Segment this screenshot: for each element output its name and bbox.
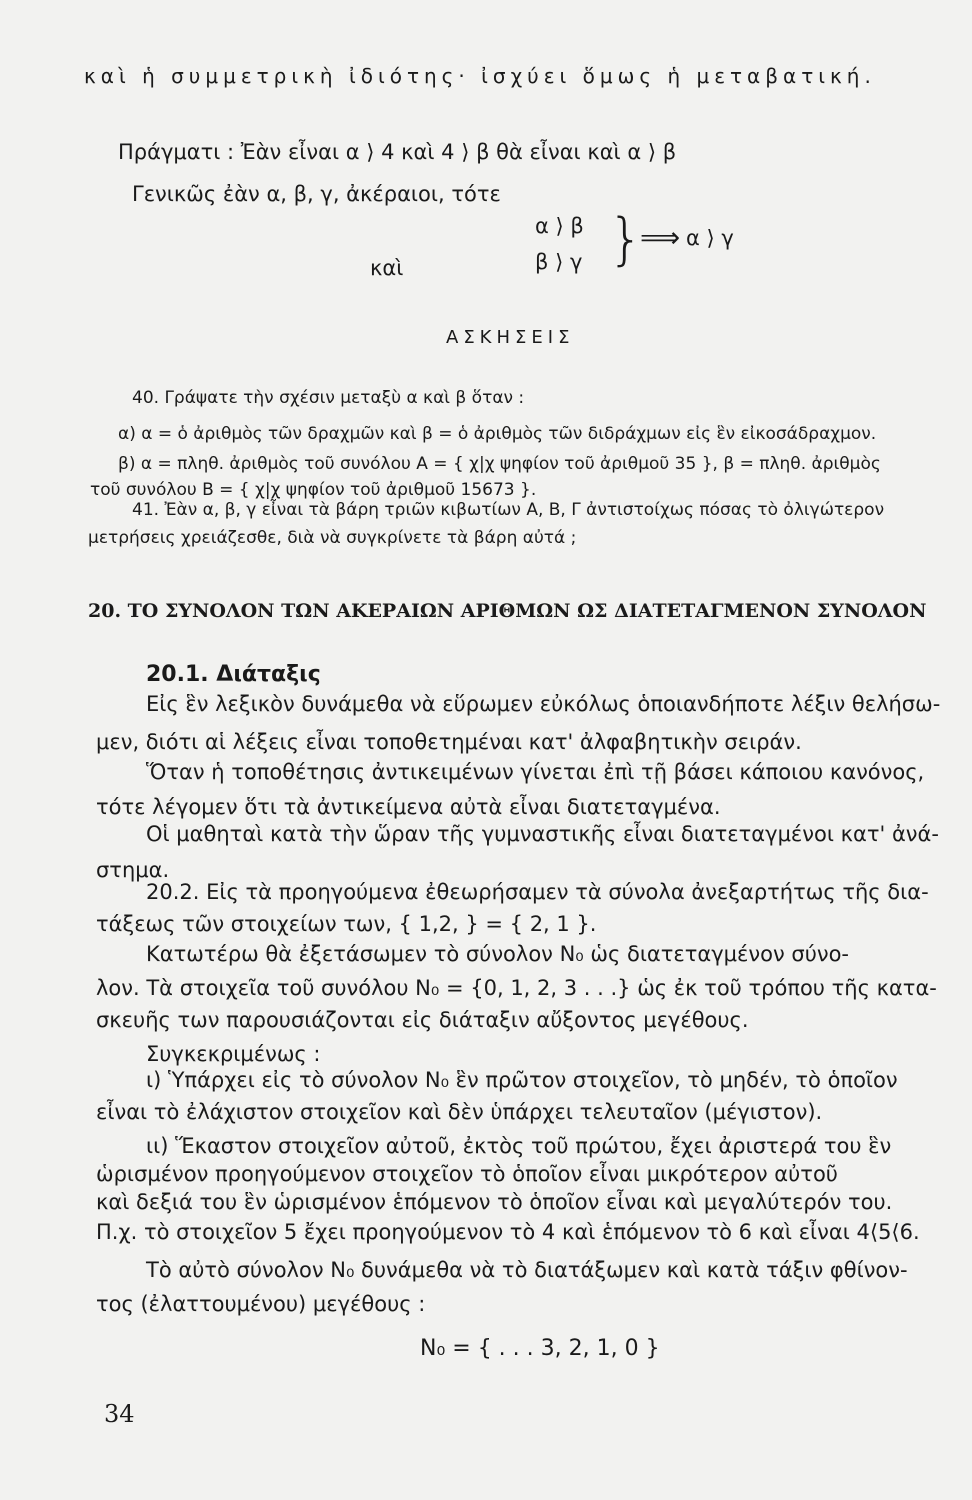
paragraph-line: Τὸ αὐτὸ σύνολον N₀ δυνάμεθα νὰ τὸ διατάξωμεν καὶ κατὰ τάξιν φθίνον- bbox=[146, 1258, 908, 1282]
paragraph-line: Κατωτέρω θὰ ἐξετάσωμεν τὸ σύνολον N₀ ὡς διατεταγμένον σύνο- bbox=[146, 942, 849, 966]
formula-premise-1: α ⟩ β bbox=[535, 214, 584, 238]
implies-icon: ⟹ bbox=[640, 221, 681, 254]
text-line: Γενικῶς ἐὰν α, β, γ, ἀκέραιοι, τότε bbox=[132, 182, 501, 206]
brace-symbol: } bbox=[608, 207, 644, 272]
paragraph-line: Οἱ μαθηταὶ κατὰ τὴν ὥραν τῆς γυμναστικῆς εἶναι διατεταγμένοι κατ' ἀνά- bbox=[146, 822, 939, 846]
formula-conclusion: α ⟩ γ bbox=[686, 226, 734, 250]
paragraph-line: Συγκεκριμένως : bbox=[146, 1042, 321, 1066]
paragraph-line: λον. Τὰ στοιχεῖα τοῦ συνόλου N₀ = {0, 1, 2, 3 . . .} ὡς ἐκ τοῦ τρόπου τῆς κατα- bbox=[96, 976, 937, 1000]
paragraph-line: καὶ δεξιά του ἓν ὡρισμένον ἑπόμενον τὸ ὁποῖον εἶναι καὶ μεγαλύτερόν του. bbox=[96, 1190, 893, 1214]
paragraph-line: τος (ἐλαττουμένου) μεγέθους : bbox=[96, 1292, 426, 1316]
paragraph-line: στημα. bbox=[96, 858, 170, 882]
formula-and: καὶ bbox=[370, 256, 404, 280]
paragraph-line: ι) Ὑπάρχει εἰς τὸ σύνολον N₀ ἓν πρῶτον στοιχεῖον, τὸ μηδέν, τὸ ὁποῖον bbox=[146, 1068, 898, 1092]
page-number: 34 bbox=[104, 1400, 135, 1428]
formula-premise-2: β ⟩ γ bbox=[535, 250, 583, 274]
paragraph-line: Εἰς ἓν λεξικὸν δυνάμεθα νὰ εὕρωμεν εὐκόλως ὁποιανδήποτε λέξιν θελήσω- bbox=[146, 692, 941, 716]
exercise-40-b: β) α = πληθ. ἀριθμὸς τοῦ συνόλου Α = { χ|χ ψηφίον τοῦ ἀριθμοῦ 35 }, β = πληθ. ἀριθμὸς bbox=[118, 454, 881, 474]
formula-descending-set: N₀ = { . . . 3, 2, 1, 0 } bbox=[420, 1336, 660, 1361]
exercise-41-cont: μετρήσεις χρειάζεσθε, διὰ νὰ συγκρίνετε τὰ βάρη αὐτά ; bbox=[88, 528, 577, 548]
paragraph-line: Ὅταν ἡ τοποθέτησις ἀντικειμένων γίνεται ἐπὶ τῇ βάσει κάποιου κανόνος, bbox=[146, 760, 925, 784]
section-heading: 20. ΤΟ ΣΥΝΟΛΟΝ ΤΩΝ ΑΚΕΡΑΙΩΝ ΑΡΙΘΜΩΝ ΩΣ ΔΙΑΤΕΤΑΓΜΕΝΟΝ ΣΥΝΟΛΟΝ bbox=[88, 600, 927, 622]
text-line: Πράγματι : Ἐὰν εἶναι α ⟩ 4 καὶ 4 ⟩ β θὰ εἶναι καὶ α ⟩ β bbox=[118, 140, 677, 164]
text-line: καὶ ἡ συμμετρικὴ ἰδιότης· ἰσχύει ὅμως ἡ μεταβατική. bbox=[84, 64, 876, 88]
exercises-heading: ΑΣΚΗΣΕΙΣ bbox=[446, 327, 575, 348]
paragraph-line: 20.2. Εἰς τὰ προηγούμενα ἐθεωρήσαμεν τὰ σύνολα ἀνεξαρτήτως τῆς δια- bbox=[146, 880, 929, 904]
paragraph-line: τάξεως τῶν στοιχείων των, { 1,2, } = { 2, 1 }. bbox=[96, 912, 597, 936]
paragraph-line: μεν, διότι αἱ λέξεις εἶναι τοποθετημέναι κατ' ἀλφαβητικὴν σειράν. bbox=[96, 730, 802, 754]
exercise-40-c: τοῦ συνόλου Β = { χ|χ ψηφίον τοῦ ἀριθμοῦ 15673 }. bbox=[90, 480, 537, 500]
paragraph-line: ὡρισμένον προηγούμενον στοιχεῖον τὸ ὁποῖον εἶναι μικρότερον αὐτοῦ bbox=[96, 1162, 838, 1186]
exercise-40-a: α) α = ὁ ἀριθμὸς τῶν δραχμῶν καὶ β = ὁ ἀριθμὸς τῶν διδράχμων εἰς ἓν εἰκοσάδραχμον. bbox=[118, 424, 877, 444]
paragraph-line: ιι) Ἕκαστον στοιχεῖον αὐτοῦ, ἐκτὸς τοῦ πρώτου, ἔχει ἀριστερά του ἓν bbox=[146, 1134, 892, 1158]
exercise-41: 41. Ἐὰν α, β, γ εἶναι τὰ βάρη τριῶν κιβωτίων Α, Β, Γ ἀντιστοίχως πόσας τὸ ὀλιγώτερον bbox=[132, 500, 885, 520]
paragraph-line: τότε λέγομεν ὅτι τὰ ἀντικείμενα αὐτὰ εἶναι διατεταγμένα. bbox=[96, 795, 721, 819]
paragraph-line: Π.χ. τὸ στοιχεῖον 5 ἔχει προηγούμενον τὸ 4 καὶ ἑπόμενον τὸ 6 καὶ εἶναι 4⟨5⟨6. bbox=[96, 1220, 920, 1244]
subsection-heading: 20.1. Διάταξις bbox=[146, 662, 321, 687]
exercise-40: 40. Γράψατε τὴν σχέσιν μεταξὺ α καὶ β ὅταν : bbox=[132, 388, 525, 408]
paragraph-line: εἶναι τὸ ἐλάχιστον στοιχεῖον καὶ δὲν ὑπάρχει τελευταῖον (μέγιστον). bbox=[96, 1100, 823, 1124]
paragraph-line: σκευῆς των παρουσιάζονται εἰς διάταξιν αὔξοντος μεγέθους. bbox=[96, 1008, 749, 1032]
